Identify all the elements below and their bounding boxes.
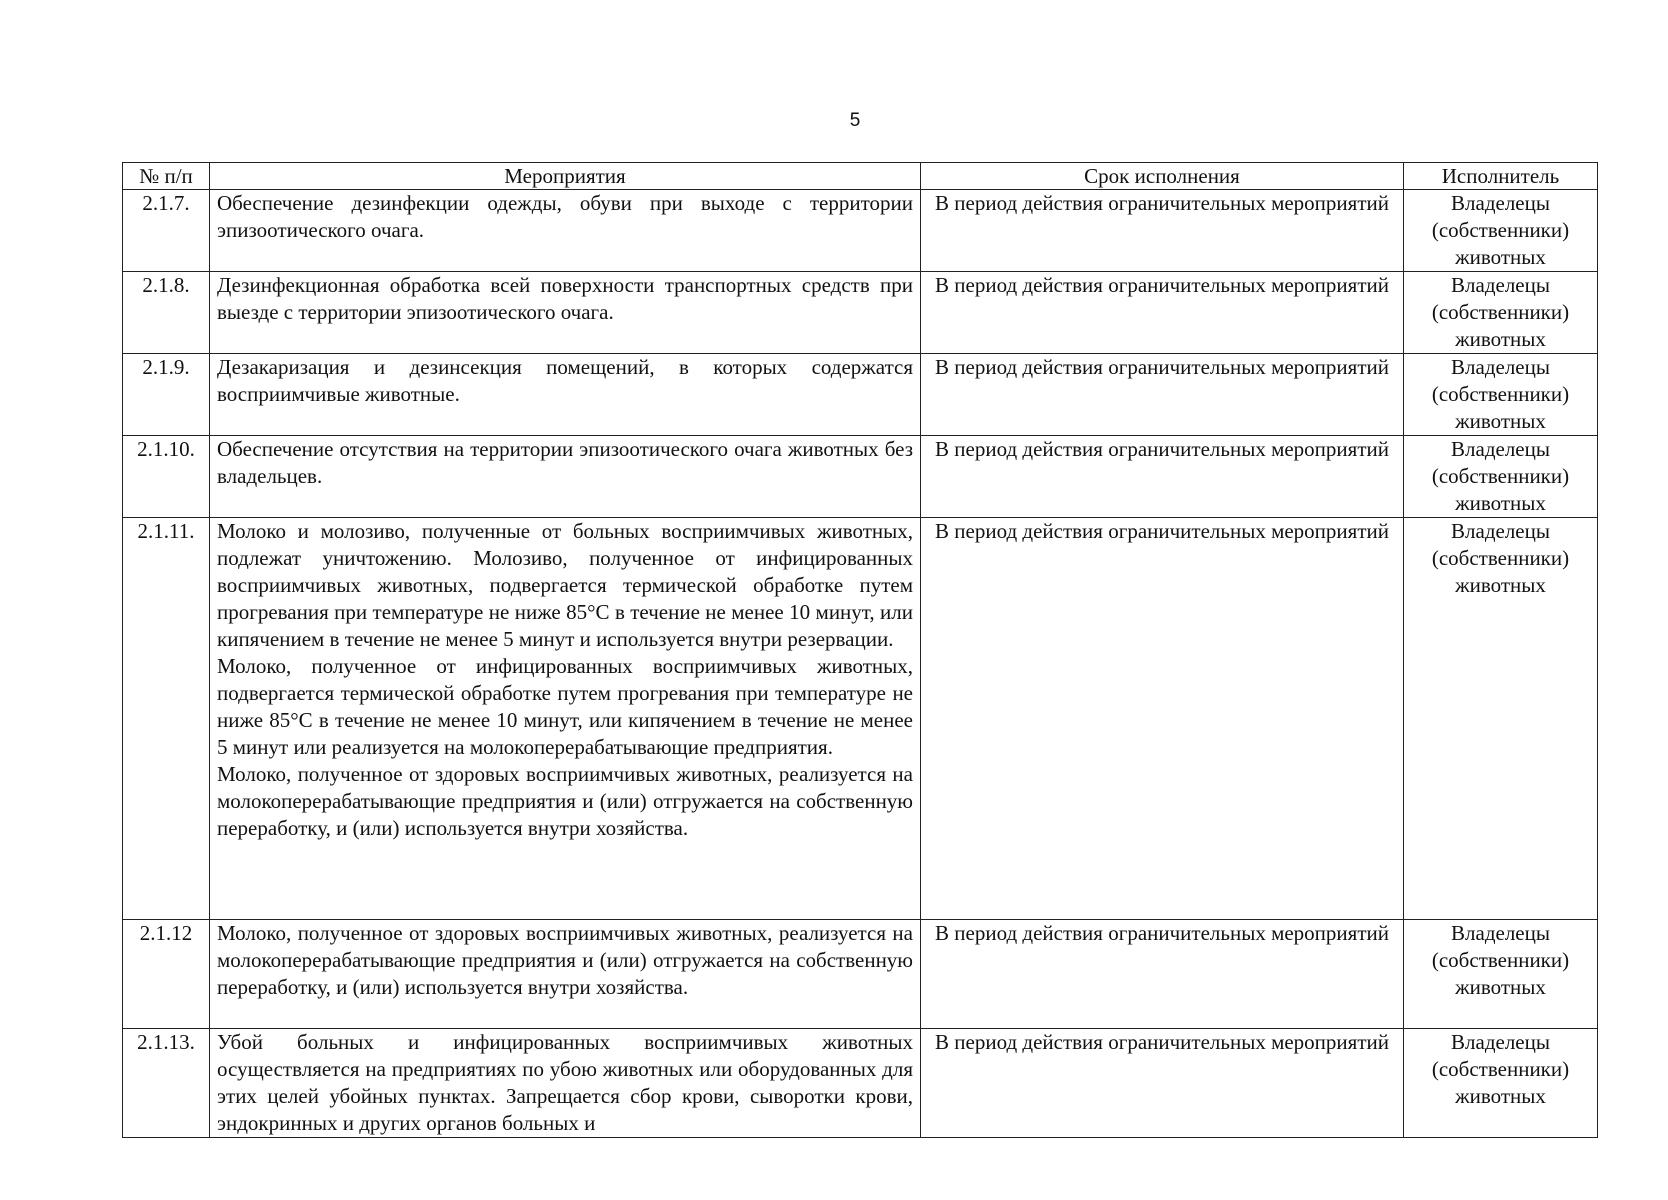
row-number: 2.1.9. bbox=[123, 354, 210, 436]
row-measure bbox=[210, 272, 921, 354]
row-term: В период действия ограничительных мероприятий bbox=[921, 518, 1404, 920]
measure-paragraph: Молоко и молозиво, полученные от больных восприимчивых животных, подлежат уничтожению. Молозиво, полученное от инфицированных восприимчивых животных, подвергается термической обработке путем прогревания при температуре не ниже 85°С в течение не менее 10 минут, или кипячением в течение не менее 5 минут и используется внутри резервации. bbox=[217, 519, 913, 651]
measures-table bbox=[122, 162, 1598, 1138]
row-executor: Владелецы (собственники) животных bbox=[1404, 920, 1598, 1029]
row-term: В период действия ограничительных мероприятий bbox=[921, 354, 1404, 436]
measure-paragraph: Молоко, полученное от здоровых восприимчивых животных, реализуется на молокоперерабатывающие предприятия и (или) отгружается на собственную переработку, и (или) используется внутри хозяйства. bbox=[217, 921, 913, 999]
row-measure bbox=[210, 436, 921, 518]
row-term: В период действия ограничительных мероприятий bbox=[921, 920, 1404, 1029]
measure-paragraph: Молоко, полученное от здоровых восприимчивых животных, реализуется на молокоперерабатывающие предприятия и (или) отгружается на собственную переработку, и (или) используется внутри хозяйства. bbox=[217, 762, 913, 840]
row-term: В период действия ограничительных мероприятий bbox=[921, 436, 1404, 518]
measure-paragraph: Дезакаризация и дезинсекция помещений, в которых содержатся восприимчивые животные. bbox=[217, 355, 913, 406]
row-measure bbox=[210, 354, 921, 436]
header-term: Срок исполнения bbox=[921, 163, 1404, 190]
measure-paragraph: Обеспечение отсутствия на территории эпизоотического очага животных без владельцев. bbox=[217, 437, 913, 488]
row-executor: Владелецы (собственники) животных bbox=[1404, 1029, 1598, 1138]
row-executor: Владелецы (собственники) животных bbox=[1404, 518, 1598, 920]
row-number: 2.1.7. bbox=[123, 190, 210, 272]
row-term: В период действия ограничительных мероприятий bbox=[921, 1029, 1404, 1138]
table-row bbox=[123, 436, 1598, 518]
row-executor: Владелецы (собственники) животных bbox=[1404, 190, 1598, 272]
measure-paragraph: Убой больных и инфицированных восприимчивых животных осуществляется на предприятиях по убою животных или оборудованных для этих целей убойных пунктах. Запрещается сбор крови, сыворотки крови, эндокринных и других органов больных и bbox=[217, 1030, 913, 1135]
table-row bbox=[123, 1029, 1598, 1138]
row-measure bbox=[210, 920, 921, 1029]
table-row bbox=[123, 920, 1598, 1029]
row-number: 2.1.13. bbox=[123, 1029, 210, 1138]
header-measures: Мероприятия bbox=[210, 163, 921, 190]
table-row bbox=[123, 354, 1598, 436]
table-body bbox=[123, 190, 1598, 1138]
header-executor: Исполнитель bbox=[1404, 163, 1598, 190]
row-term: В период действия ограничительных мероприятий bbox=[921, 272, 1404, 354]
row-executor: Владелецы (собственники) животных bbox=[1404, 354, 1598, 436]
table-row bbox=[123, 190, 1598, 272]
row-measure bbox=[210, 518, 921, 920]
row-number: 2.1.10. bbox=[123, 436, 210, 518]
header-row bbox=[123, 163, 1598, 190]
row-number: 2.1.8. bbox=[123, 272, 210, 354]
header-number: № п/п bbox=[123, 163, 210, 190]
row-measure bbox=[210, 1029, 921, 1138]
table-row bbox=[123, 518, 1598, 920]
row-number: 2.1.11. bbox=[123, 518, 210, 920]
measure-paragraph: Молоко, полученное от инфицированных восприимчивых животных, подвергается термической обработке путем прогревания при температуре не ниже 85°С в течение не менее 10 минут, или кипячением в течение не менее 5 минут или реализуется на молокоперерабатывающие предприятия. bbox=[217, 654, 913, 759]
measure-paragraph: Обеспечение дезинфекции одежды, обуви при выходе с территории эпизоотического очага. bbox=[217, 191, 913, 242]
row-measure bbox=[210, 190, 921, 272]
table-header bbox=[123, 163, 1598, 190]
table-row bbox=[123, 272, 1598, 354]
measure-paragraph: Дезинфекционная обработка всей поверхности транспортных средств при выезде с территории эпизоотического очага. bbox=[217, 273, 913, 324]
row-term: В период действия ограничительных мероприятий bbox=[921, 190, 1404, 272]
row-number: 2.1.12 bbox=[123, 920, 210, 1029]
page-number: 5 bbox=[849, 110, 861, 131]
row-executor: Владелецы (собственники) животных bbox=[1404, 272, 1598, 354]
row-executor: Владелецы (собственники) животных bbox=[1404, 436, 1598, 518]
